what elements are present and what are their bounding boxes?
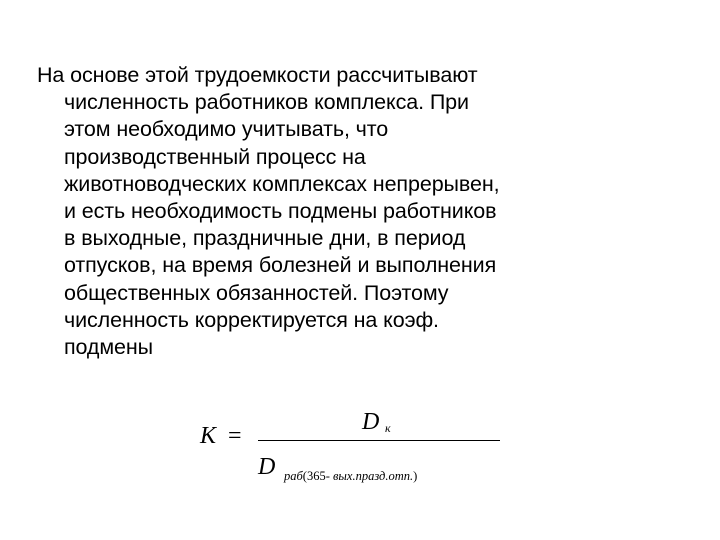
formula-denominator-subscript	[284, 470, 417, 483]
formula-lhs: K	[200, 423, 217, 449]
formula-equals: =	[228, 423, 242, 449]
paragraph-line-3: этом необходимо учитывать, что	[64, 117, 389, 142]
paragraph-line-8: отпусков, на время болезней и выполнения	[64, 253, 497, 278]
formula-numerator-subscript: к	[385, 421, 391, 435]
formula-numerator: D	[362, 409, 380, 435]
paragraph-line-4: производственный процесс на	[64, 144, 366, 169]
paragraph-line-2: численность работников комплекса. При	[64, 90, 469, 115]
paragraph-line-5: животноводческих комплексах непрерывен,	[64, 171, 500, 196]
paragraph-line-7: в выходные, праздничные дни, в период	[64, 226, 466, 251]
denominator-sub-rab: раб	[284, 469, 303, 483]
paragraph-line-11: подмены	[64, 335, 154, 360]
formula-denominator: D	[258, 454, 276, 480]
fraction-bar	[258, 440, 500, 441]
paragraph-line-9: общественных обязанностей. Поэтому	[64, 280, 449, 305]
paragraph-line-1: На основе этой трудоемкости рассчитывают	[37, 63, 478, 87]
paragraph-line-10: численность корректируется на коэф.	[64, 307, 439, 332]
paragraph-line-6: и есть необходимость подмены работников	[64, 199, 497, 224]
denominator-sub-days: вых.празд.отп.	[333, 469, 414, 483]
denominator-sub-close: )	[413, 469, 418, 483]
denominator-sub-365: (365-	[302, 469, 330, 483]
